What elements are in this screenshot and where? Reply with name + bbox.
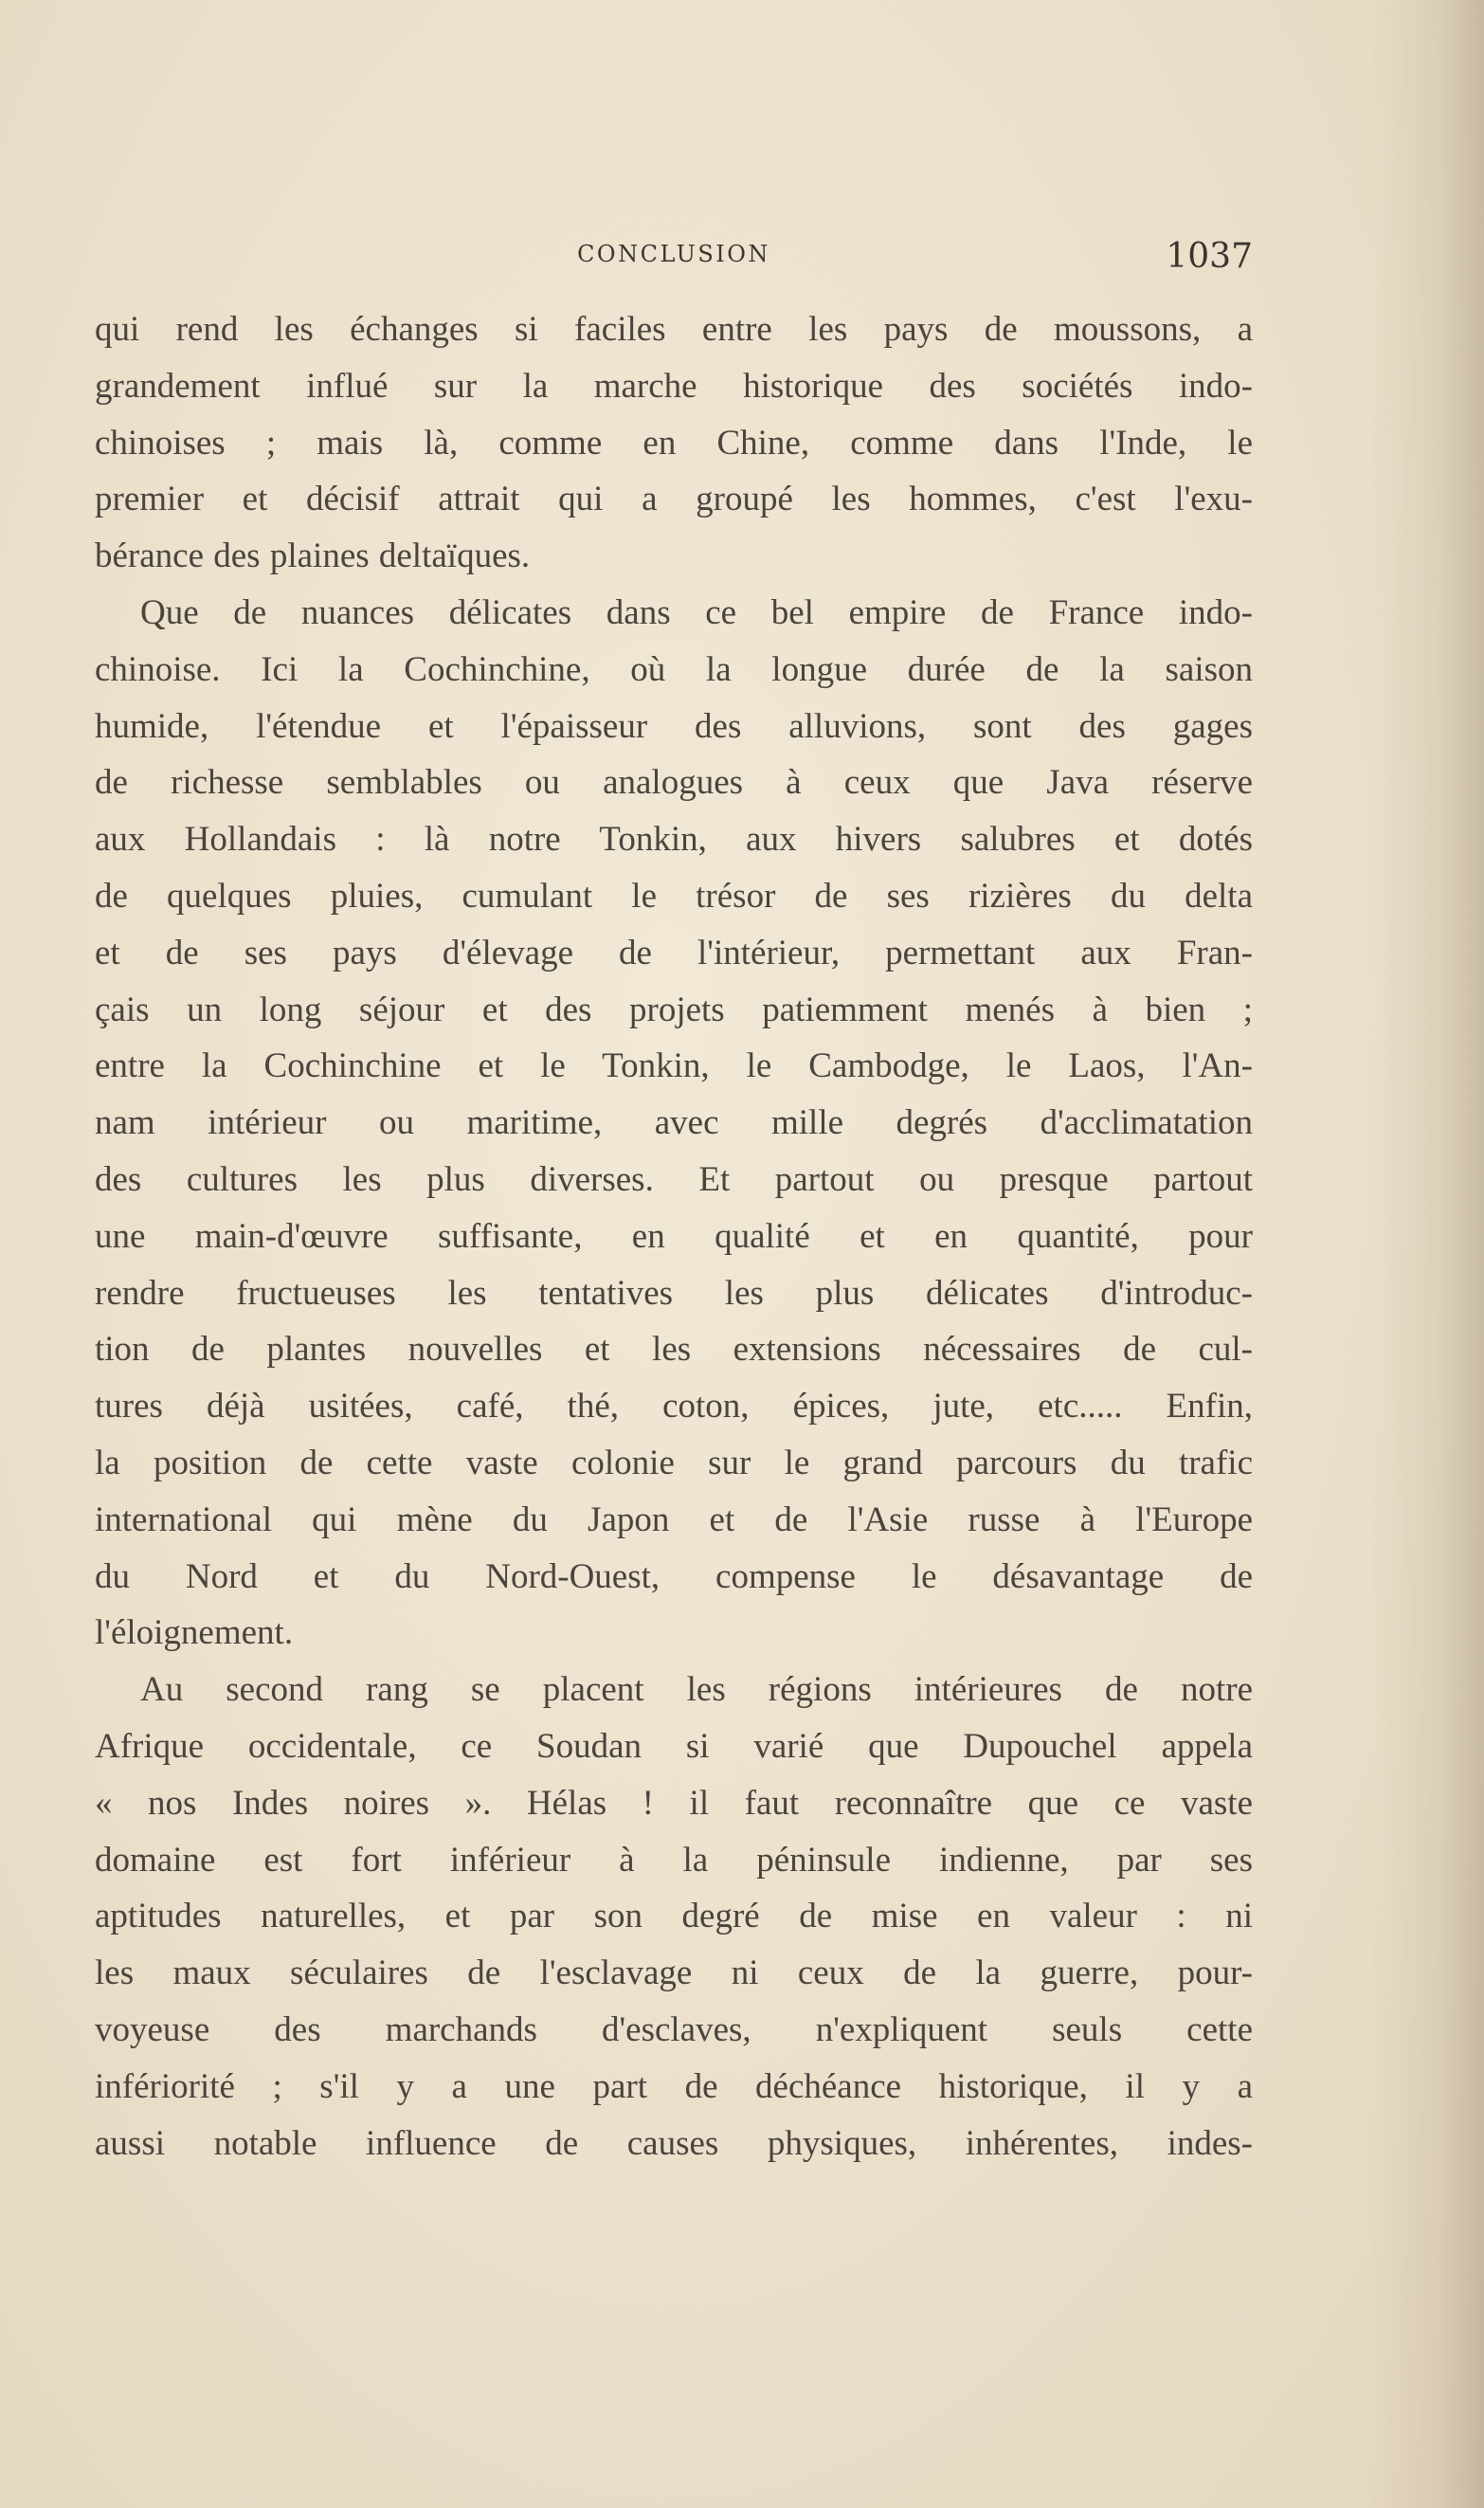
text-line: aux Hollandais : là notre Tonkin, aux hivers salubres et dotés: [95, 820, 1253, 860]
text-line: les maux séculaires de l'esclavage ni ceux de la guerre, pour-: [95, 1954, 1253, 1993]
text-line: nam intérieur ou maritime, avec mille degrés d'acclimatation: [95, 1103, 1253, 1143]
text-line: et de ses pays d'élevage de l'intérieur, permettant aux Fran-: [95, 933, 1253, 972]
text-line: entre la Cochinchine et le Tonkin, le Cambodge, le Laos, l'An-: [95, 1046, 1253, 1086]
page-header: [95, 237, 1253, 279]
text-line: grandement influé sur la marche historique des sociétés indo-: [95, 366, 1253, 406]
paragraph: [95, 585, 1253, 1662]
text-line: rendre fructueuses les tentatives les plus délicates d'introduc-: [95, 1273, 1253, 1313]
text-line: tures déjà usitées, café, thé, coton, épices, jute, etc..... Enfin,: [95, 1387, 1253, 1427]
text-line: aussi notable influence de causes physiques, inhérentes, indes-: [95, 2123, 1253, 2163]
page-gutter-shadow: [1370, 0, 1484, 2508]
text-line: chinoise. Ici la Cochinchine, où la longue durée de la saison: [95, 649, 1253, 689]
text-line: des cultures les plus diverses. Et partout ou presque partout: [95, 1159, 1253, 1199]
paragraph: [95, 301, 1253, 585]
text-line: la position de cette vaste colonie sur le grand parcours du trafic: [95, 1443, 1253, 1482]
text-line: premier et décisif attrait qui a groupé les hommes, c'est l'exu-: [95, 480, 1253, 519]
paragraph: [95, 1662, 1253, 2172]
page-number: 1037: [1166, 237, 1253, 276]
text-line: de quelques pluies, cumulant le trésor de ses rizières du delta: [95, 876, 1253, 916]
text-line: chinoises ; mais là, comme en Chine, comme dans l'Inde, le: [95, 423, 1253, 463]
text-line: infériorité ; s'il y a une part de déchéance historique, il y a: [95, 2066, 1253, 2106]
text-line: Au second rang se placent les régions intérieures de notre: [140, 1670, 1253, 1710]
running-title: CONCLUSION: [577, 241, 770, 267]
text-line: du Nord et du Nord-Ouest, compense le désavantage de: [95, 1556, 1253, 1596]
text-line: voyeuse des marchands d'esclaves, n'expliquent seuls cette: [95, 2009, 1253, 2049]
text-line: aptitudes naturelles, et par son degré de mise en valeur : ni: [95, 1897, 1253, 1936]
text-line: domaine est fort inférieur à la péninsule indienne, par ses: [95, 1840, 1253, 1880]
text-line: çais un long séjour et des projets patiemment menés à bien ;: [95, 990, 1253, 1029]
text-line: humide, l'étendue et l'épaisseur des alluvions, sont des gages: [95, 706, 1253, 746]
text-line: tion de plantes nouvelles et les extensions nécessaires de cul-: [95, 1330, 1253, 1370]
text-line: Que de nuances délicates dans ce bel empire de France indo-: [140, 592, 1253, 632]
text-line: bérance des plaines deltaïques.: [95, 536, 531, 576]
text-line: l'éloignement.: [95, 1613, 294, 1653]
text-line: international qui mène du Japon et de l'Asie russe à l'Europe: [95, 1499, 1253, 1539]
text-line: de richesse semblables ou analogues à ceux que Java réserve: [95, 763, 1253, 803]
text-line: qui rend les échanges si faciles entre les pays de moussons, a: [95, 310, 1253, 349]
text-line: une main-d'œuvre suffisante, en qualité et en quantité, pour: [95, 1216, 1253, 1256]
text-line: « nos Indes noires ». Hélas ! il faut reconnaître que ce vaste: [95, 1783, 1253, 1823]
text-line: Afrique occidentale, ce Soudan si varié que Dupouchel appela: [95, 1726, 1253, 1766]
body-text: [95, 301, 1253, 2172]
